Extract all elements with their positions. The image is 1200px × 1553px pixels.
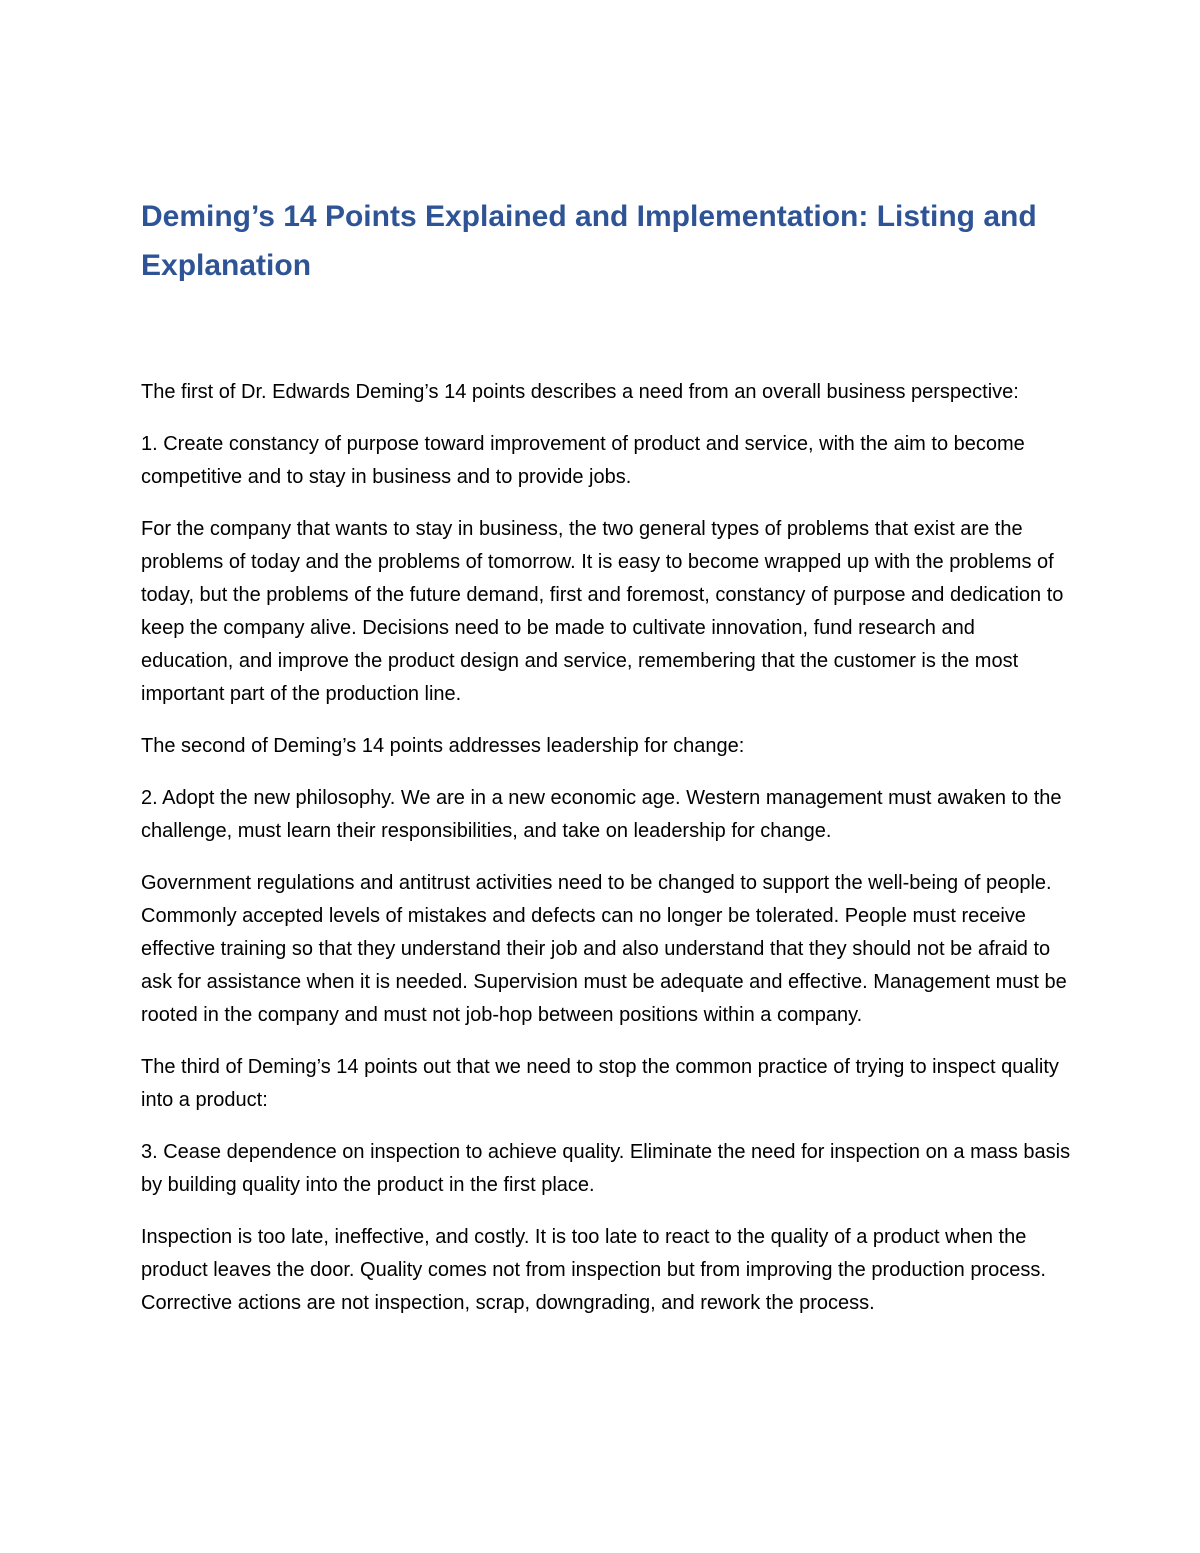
paragraph-intro-point-1: The first of Dr. Edwards Deming’s 14 points describes a need from an overall business perspective: [141, 381, 1019, 403]
paragraph-intro-point-3: The third of Deming’s 14 points out that we need to stop the common practice of trying to inspect quality into a product: [141, 1056, 1059, 1111]
paragraph-point-2: 2. Adopt the new philosophy. We are in a new economic age. Western management must awaken to the challenge, must learn their responsibilities, and take on leadership for change. [141, 787, 1062, 842]
document-body [141, 376, 1071, 1320]
paragraph-point-2-explanation: Government regulations and antitrust activities need to be changed to support the well-being of people. Commonly accepted levels of mistakes and defects can no longer be tolerated. People must receive effective training so that they understand their job and also understand that they should not be afraid to ask for assistance when it is needed. Supervision must be adequate and effective. Management must be rooted in the company and must not job-hop between positions within a company. [141, 872, 1067, 1026]
paragraph-intro-point-2: The second of Deming’s 14 points addresses leadership for change: [141, 735, 745, 757]
paragraph-point-3-explanation: Inspection is too late, ineffective, and costly. It is too late to react to the quality of a product when the product leaves the door. Quality comes not from inspection but from improving the production process. Corrective actions are not inspection, scrap, downgrading, and rework the process. [141, 1226, 1046, 1314]
document-title: Deming’s 14 Points Explained and Implementation: Listing and Explanation [141, 200, 1037, 282]
paragraph-point-1-explanation: For the company that wants to stay in business, the two general types of problems that exist are the problems of today and the problems of tomorrow. It is easy to become wrapped up with the problems of today, but the problems of the future demand, first and foremost, constancy of purpose and dedication to keep the company alive. Decisions need to be made to cultivate innovation, fund research and education, and improve the product design and service, remembering that the customer is the most important part of the production line. [141, 518, 1064, 705]
paragraph-point-1: 1. Create constancy of purpose toward improvement of product and service, with the aim to become competitive and to stay in business and to provide jobs. [141, 433, 1025, 488]
document-content [141, 192, 1071, 1339]
paragraph-point-3: 3. Cease dependence on inspection to achieve quality. Eliminate the need for inspection on a mass basis by building quality into the product in the first place. [141, 1141, 1071, 1196]
